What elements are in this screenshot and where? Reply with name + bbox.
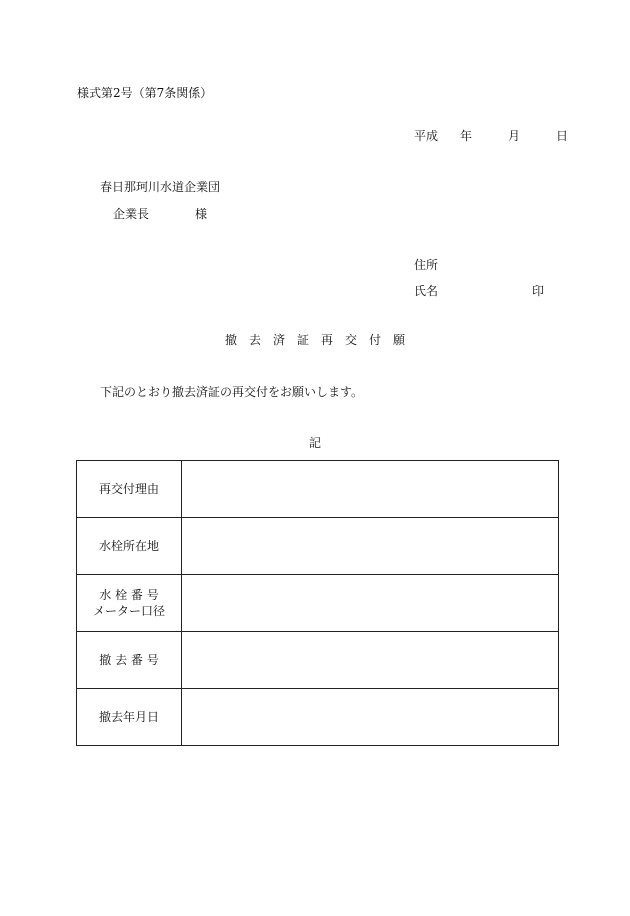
row-value-removal-number[interactable]	[182, 632, 559, 689]
record-mark: 記	[308, 436, 321, 450]
form-number: 様式第2号（第7条関係）	[77, 86, 213, 100]
row-value-faucet-number-meter-size[interactable]	[182, 575, 559, 632]
details-table	[76, 460, 559, 746]
document-title-char: 願	[393, 333, 406, 347]
row-label-removal-date	[77, 689, 182, 746]
date-era: 平成	[414, 129, 439, 143]
seal-label: 印	[532, 284, 545, 298]
row-label-removal-number	[77, 632, 182, 689]
document-title-char: 付	[369, 333, 382, 347]
document-title-char: 交	[345, 333, 358, 347]
addressee-organization: 春日那珂川水道企業団	[100, 180, 221, 194]
row-label-faucet-location	[77, 518, 182, 575]
row-label-line: 水 栓 番 号	[99, 588, 159, 602]
document-title-char: 証	[296, 333, 309, 347]
row-label-faucet-number-meter-size	[77, 575, 182, 632]
row-label-line: 撤 去 番 号	[99, 653, 159, 667]
date-month: 月	[508, 129, 521, 143]
row-value-reissue-reason[interactable]	[182, 461, 559, 518]
row-label-line: 撤去年月日	[98, 710, 159, 724]
document-title-char: 去	[248, 333, 261, 347]
date-year: 年	[460, 129, 473, 143]
table-row	[77, 461, 559, 518]
table-row	[77, 575, 559, 632]
applicant-name-label: 氏名	[414, 284, 439, 298]
row-value-faucet-location[interactable]	[182, 518, 559, 575]
table-row	[77, 632, 559, 689]
table-row	[77, 518, 559, 575]
row-label-line: 水栓所在地	[98, 539, 159, 553]
date-line	[414, 130, 568, 142]
row-label-line: 再交付理由	[98, 482, 159, 496]
document-title	[0, 334, 630, 346]
document-title-char: 撤	[224, 333, 237, 347]
table-row	[77, 689, 559, 746]
applicant-address-label: 住所	[414, 258, 439, 272]
document-title-char: 再	[321, 333, 334, 347]
addressee-honorific: 様	[195, 207, 208, 221]
row-label-reissue-reason	[77, 461, 182, 518]
row-value-removal-date[interactable]	[182, 689, 559, 746]
body-text: 下記のとおり撤去済証の再交付をお願いします。	[100, 385, 364, 399]
row-label-line: メーター口径	[92, 604, 165, 618]
date-day: 日	[556, 129, 569, 143]
document-title-char: 済	[272, 333, 285, 347]
addressee-title: 企業長	[113, 207, 150, 221]
